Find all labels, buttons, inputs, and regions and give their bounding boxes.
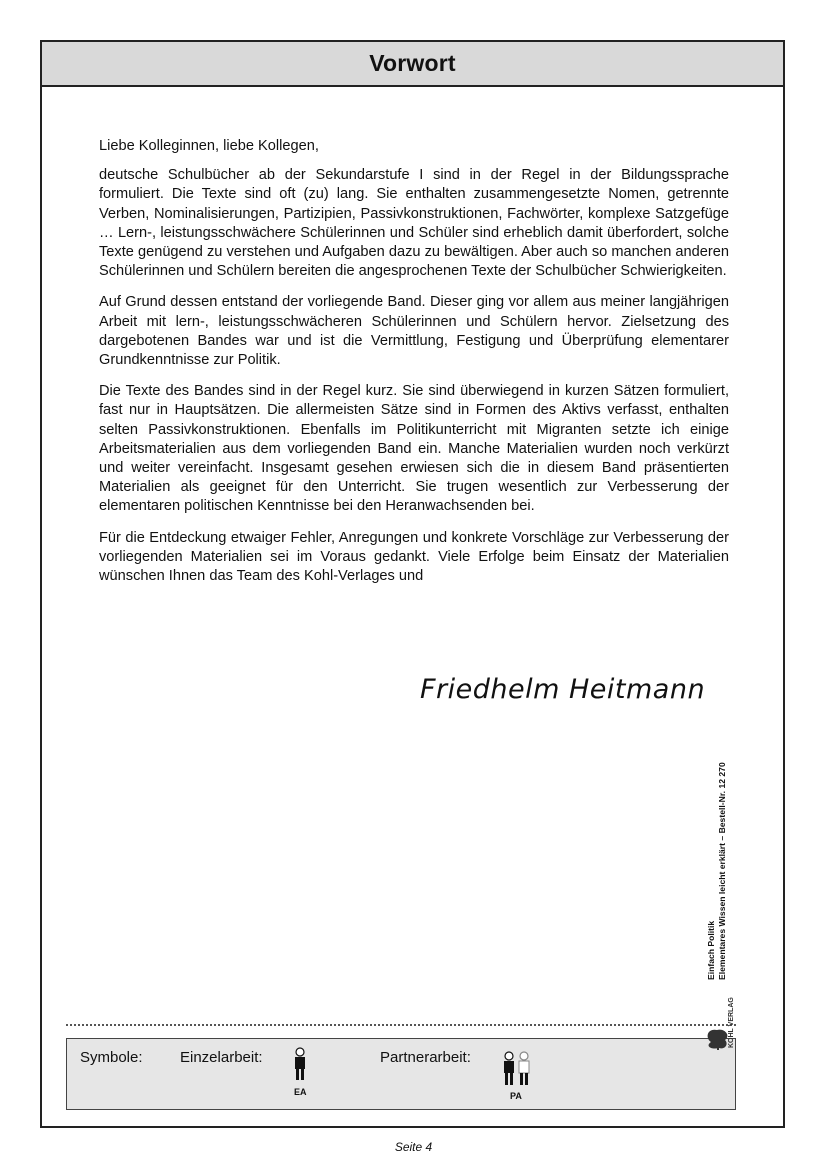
single-work-label: Einzelarbeit: xyxy=(180,1049,263,1066)
series-title: Einfach Politik xyxy=(706,920,716,980)
symbols-label: Symbole: xyxy=(80,1049,143,1066)
partner-people-icon xyxy=(501,1051,533,1089)
single-work-code: EA xyxy=(294,1087,307,1097)
svg-text:KOHL VERLAG: KOHL VERLAG xyxy=(728,997,735,1048)
publisher-logo-icon xyxy=(703,990,739,1050)
signature: Friedhelm Heitmann xyxy=(420,674,706,705)
page-number: Seite 4 xyxy=(394,1140,433,1154)
title-bar xyxy=(42,42,783,87)
single-person-icon xyxy=(292,1047,308,1083)
partner-work-code: PA xyxy=(510,1091,522,1101)
page-frame xyxy=(40,40,785,1128)
paragraph-1: deutsche Schulbücher ab der Sekundarstufe I sind in der Regel in der Bildungssprache formuliert. Die Texte sind oft (zu) lang. Sie enthalten zusammengesetzte Nomen, getrennte Verben, Nominalisierungen, Partizipien, Passivkonstruktionen, Fachwörter, komplexe Satzgefüge … Lern-, leistungsschwächere Schülerinnen und Schüler sind erheblich damit überfordert, solche Texte genügend zu verstehen und Aufgaben dazu zu bewältigen. Aber auch so manchen anderen Schülerinnen und Schülern bereiten die angesprochenen Texte der Schulbücher Schwierigkeiten. xyxy=(99,167,729,280)
paragraph-3: Die Texte des Bandes sind in der Regel kurz. Sie sind überwiegend in kurzen Sätzen formuliert, fast nur in Hauptsätzen. Die allermeisten Sätze sind in Formen des Aktivs verfasst, enthalten selten Passivkonstruktionen. Ebenfalls im Politikunterricht mit Migranten setzte ich einige Arbeitsmaterialien aus dem vorliegenden Band ein. Manche Materialien wurden noch verkürzt und weiter vereinfacht. Insgesamt gesehen erwiesen sich die in diesem Band präsentierten Materialien als geeignet für den Unterricht. Sie trugen wesentlich zur Verbesserung der elementaren politischen Kenntnisse bei den Heranwachsenden bei. xyxy=(99,383,729,515)
preface-body xyxy=(99,137,729,598)
series-subtitle-order: Elementares Wissen leicht erklärt – Bestell-Nr. 12 270 xyxy=(717,762,727,980)
dotted-divider xyxy=(66,1024,736,1026)
symbol-legend xyxy=(66,1038,736,1110)
series-info xyxy=(706,720,728,980)
page-title: Vorwort xyxy=(369,50,456,76)
paragraph-2: Auf Grund dessen entstand der vorliegende Band. Dieser ging vor allem aus meiner langjährigen Arbeit mit lern-, leistungsschwächeren Schülerinnen und Schülern hervor. Zielsetzung des dargebotenen Bandes war und ist die Vermittlung, Festigung und Überprüfung elementarer Grundkenntnisse zur Politik. xyxy=(99,294,729,369)
partner-work-label: Partnerarbeit: xyxy=(380,1049,471,1066)
greeting: Liebe Kolleginnen, liebe Kollegen, xyxy=(99,138,319,154)
paragraph-4: Für die Entdeckung etwaiger Fehler, Anregungen und konkrete Vorschläge zur Verbesserung der vorliegenden Materialien sei im Voraus gedankt. Viele Erfolge beim Einsatz der Materialien wünschen Ihnen das Team des Kohl-Verlages und xyxy=(99,529,729,585)
